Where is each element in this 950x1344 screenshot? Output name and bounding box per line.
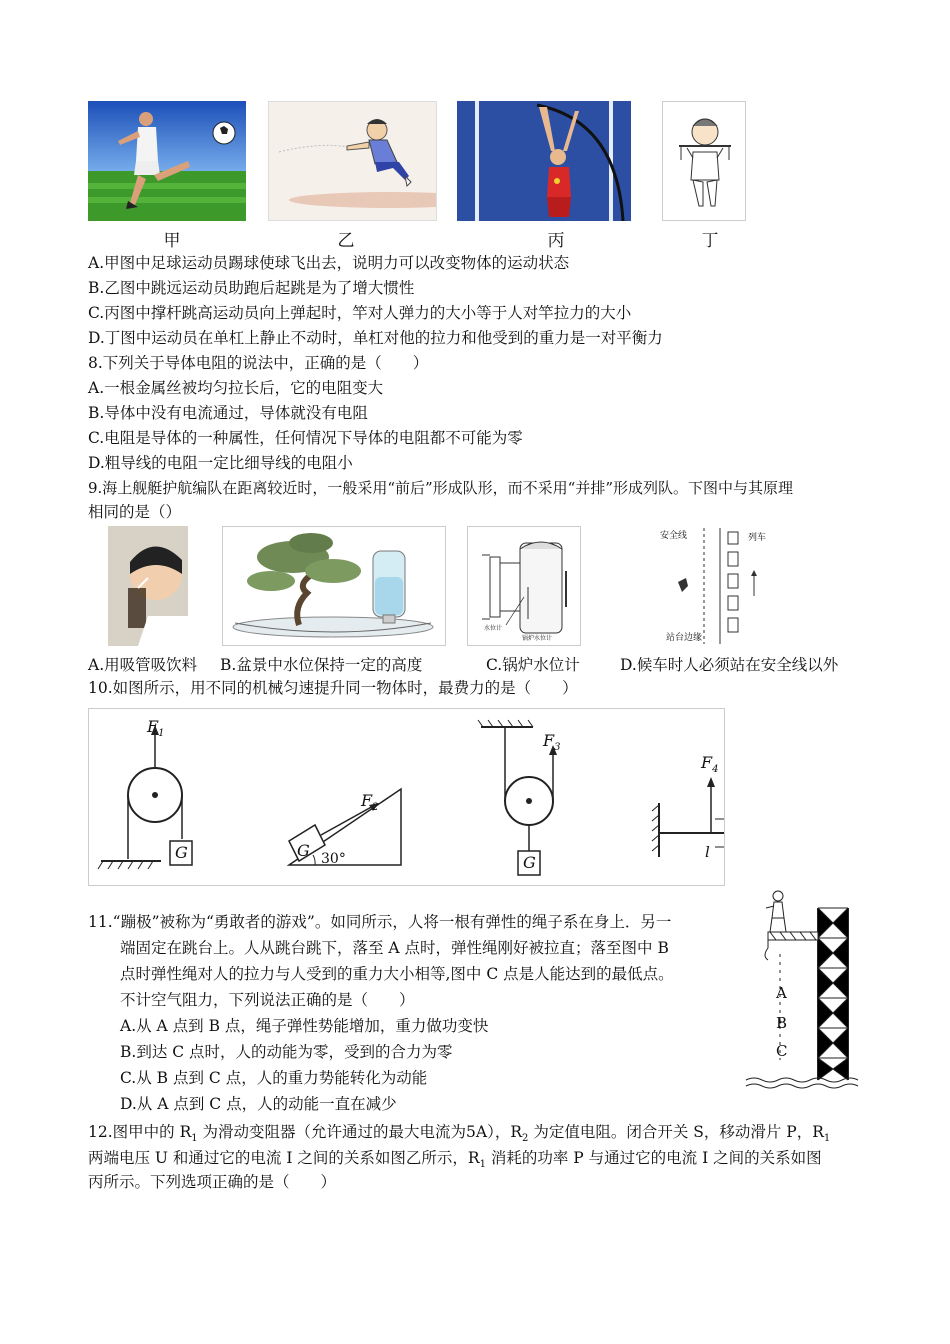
q9-option-d: D.候车时人必须站在安全线以外 bbox=[620, 656, 839, 674]
pull-up-picture bbox=[662, 101, 746, 221]
boiler-gauge-figure bbox=[467, 526, 581, 646]
q12-line3: 丙所示。下列选项正确的是（ ） bbox=[88, 1173, 337, 1191]
train-label: 列车 bbox=[748, 533, 767, 543]
l-label: l bbox=[705, 843, 710, 861]
q12-sub-r1b: 1 bbox=[823, 1133, 831, 1145]
q7-option-c: C.丙图中撑杆跳高运动员向上弹起时，竿对人弹力的大小等于人对竿拉力的大小 bbox=[88, 304, 632, 322]
q8-option-d: D.粗导线的电阻一定比细导线的电阻小 bbox=[88, 454, 353, 472]
platform-figure bbox=[658, 526, 770, 646]
q9-option-c: C.锅炉水位计 bbox=[486, 656, 580, 674]
q8-option-b: B.导体中没有电流通过，导体就没有电阻 bbox=[88, 404, 368, 422]
platform-edge-label: 站台边缘 bbox=[666, 633, 703, 643]
f2-label: F bbox=[361, 791, 373, 810]
q12-line1 bbox=[88, 1122, 830, 1149]
q11-option-b: B.到达 C 点时，人的动能为零，受到的合力为零 bbox=[120, 1043, 453, 1061]
caption-yi: 乙 bbox=[337, 231, 355, 251]
g2-label: G bbox=[297, 841, 310, 860]
q7-option-a: A.甲图中足球运动员踢球使球飞出去，说明力可以改变物体的运动状态 bbox=[88, 254, 570, 272]
q10-stem: 10.如图所示，用不同的机械匀速提升同一物体时，最费力的是（ ） bbox=[88, 679, 578, 697]
bungee-figure bbox=[742, 884, 860, 1094]
q11-line1: 11.“蹦极”被称为“勇敢者的游戏”。如同所示，人将一根有弹性的绳子系在身上．另一 bbox=[88, 913, 672, 931]
q11-line4: 不计空气阻力，下列说法正确的是（ ） bbox=[120, 991, 415, 1009]
long-jump-picture bbox=[268, 101, 437, 221]
q12-sub-r2: 2 bbox=[522, 1133, 529, 1145]
q9-option-a: A.用吸管吸饮料 bbox=[88, 656, 198, 674]
point-a-label: A bbox=[776, 984, 787, 1002]
q8-stem: 8.下列关于导体电阻的说法中，正确的是（ ） bbox=[88, 354, 429, 372]
machines-figure bbox=[88, 708, 725, 886]
caption-jia: 甲 bbox=[163, 231, 181, 251]
f1-subscript: 1 bbox=[158, 728, 165, 740]
q9-stem-line2: 相同的是（） bbox=[88, 503, 182, 521]
gauge-small-label: 水位计 bbox=[484, 625, 503, 632]
f3-label: F bbox=[543, 731, 555, 750]
g3-label: G bbox=[523, 853, 536, 872]
f4-label: F bbox=[701, 753, 713, 772]
q11-option-a: A.从 A 点到 B 点，绳子弹性势能增加，重力做功变快 bbox=[120, 1017, 489, 1035]
q12-line2-part-a: 两端电压 U 和通过它的电流 I 之间的关系如图乙所示，R bbox=[88, 1149, 480, 1167]
q8-option-c: C.电阻是导体的一种属性，任何情况下导体的电阻都不可能为零 bbox=[88, 429, 523, 447]
q12-sub-r1c: 1 bbox=[479, 1159, 486, 1171]
q8-option-a: A.一根金属丝被均匀拉长后，它的电阻变大 bbox=[88, 379, 384, 397]
boiler-label: 锅炉水位计 bbox=[522, 635, 553, 642]
bonsai-figure bbox=[222, 526, 446, 646]
safety-line-label: 安全线 bbox=[660, 531, 688, 541]
f3-subscript: 3 bbox=[554, 742, 561, 754]
q11-line2: 端固定在跳台上。人从跳台跳下，落至 A 点时，弹性绳刚好被拉直；落至图中 B bbox=[120, 939, 669, 957]
q11-option-c: C.从 B 点到 C 点，人的重力势能转化为动能 bbox=[120, 1069, 428, 1087]
g1-label: G bbox=[175, 843, 188, 862]
f4-subscript: 4 bbox=[712, 764, 719, 776]
f1-label: F bbox=[147, 717, 159, 736]
caption-bing: 丙 bbox=[547, 231, 565, 251]
angle-label: 30° bbox=[321, 851, 346, 867]
q12-line1-part-b: 为滑动变阻器（允许通过的最大电流为5A），R bbox=[197, 1123, 523, 1141]
caption-ding: 丁 bbox=[701, 231, 719, 251]
soccer-photo bbox=[88, 101, 246, 221]
q12-line1-part-a: 12.图甲中的 R bbox=[88, 1123, 192, 1141]
q12-line1-part-c: 为定值电阻。闭合开关 S，移动滑片 P，R bbox=[528, 1123, 824, 1141]
point-b-label: B bbox=[776, 1014, 788, 1032]
q11-line3: 点时弹性绳对人的拉力与人受到的重力大小相等,图中 C 点是人能达到的最低点。 bbox=[120, 965, 674, 983]
q9-stem-line1: 9.海上舰艇护航编队在距离较近时，一般采用“前后”形成队形，而不采用“并排”形成列队。下图中与其原理 bbox=[88, 479, 793, 497]
q12-sub-r1: 1 bbox=[191, 1133, 198, 1145]
q7-option-b: B.乙图中跳远运动员助跑后起跳是为了增大惯性 bbox=[88, 279, 415, 297]
q9-option-b: B.盆景中水位保持一定的高度 bbox=[220, 656, 423, 674]
straw-drink-photo bbox=[108, 526, 188, 646]
q7-option-d: D.丁图中运动员在单杠上静止不动时，单杠对他的拉力和他受到的重力是一对平衡力 bbox=[88, 329, 663, 347]
point-c-label: C bbox=[776, 1042, 788, 1060]
f2-subscript: 2 bbox=[372, 802, 379, 814]
q12-line2-part-b: 消耗的功率 P 与通过它的电流 I 之间的关系如图 bbox=[485, 1149, 822, 1167]
pole-vault-photo bbox=[457, 101, 631, 221]
q11-option-d: D.从 A 点到 C 点，人的动能一直在减少 bbox=[120, 1095, 397, 1113]
